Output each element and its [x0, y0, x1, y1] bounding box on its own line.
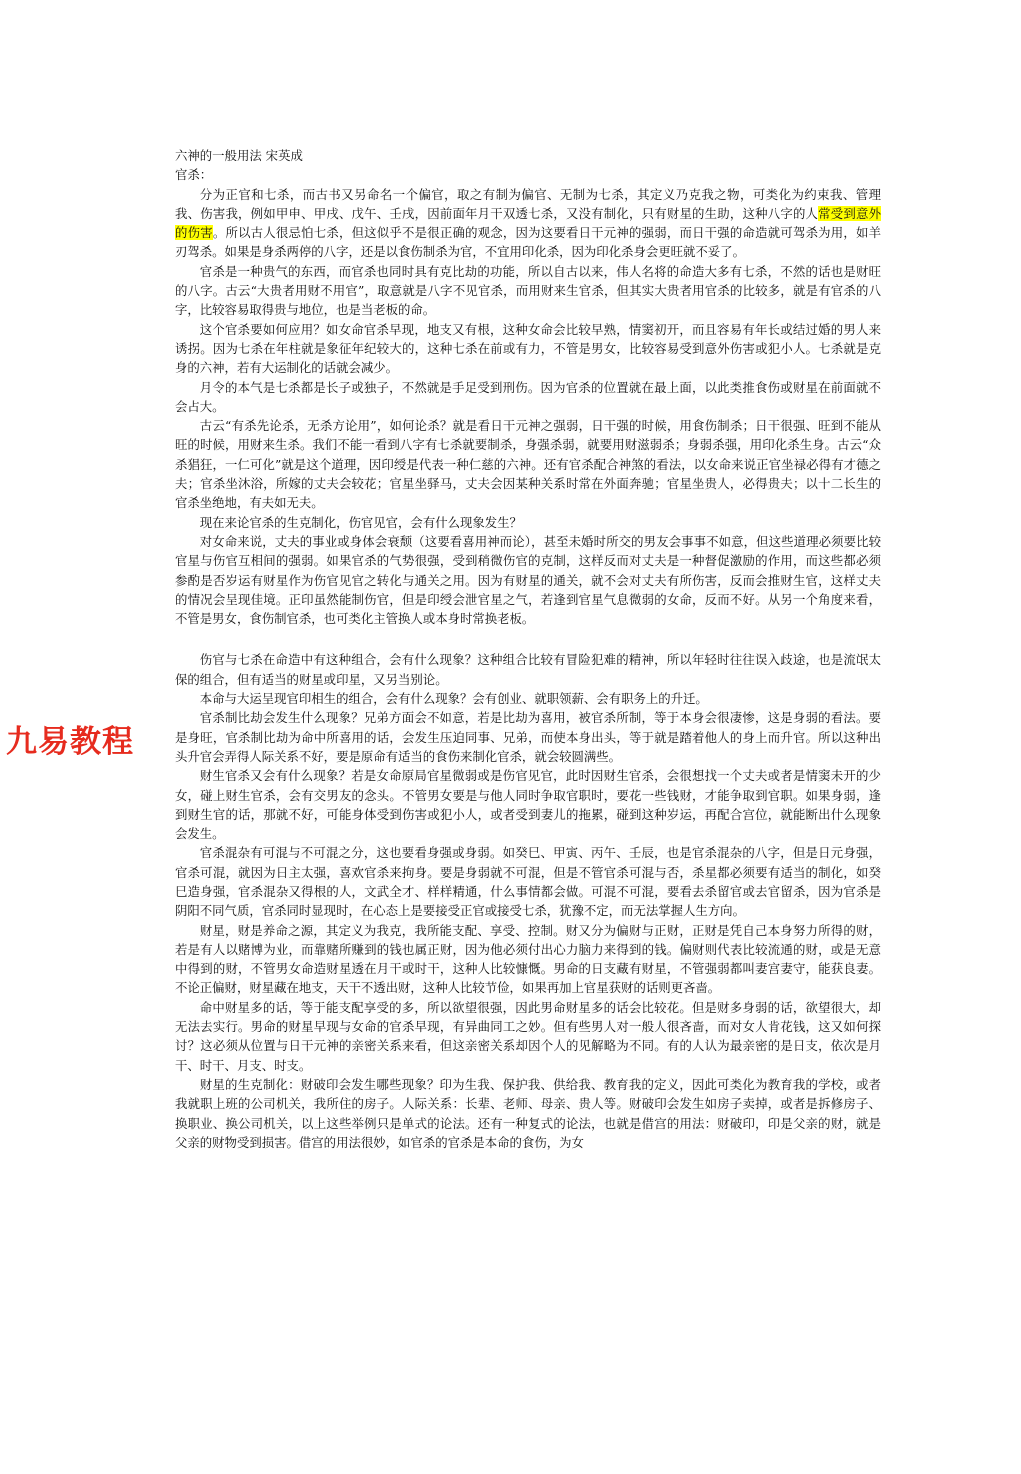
- paragraph-7: 对女命来说，丈夫的事业或身体会衰颓（这要看喜用神而论），甚至未婚时所交的男友会事事不如意，但这些道理必须要比较官星与伤官互相间的强弱。如果官杀的气势很强，受到稍微伤官的克制，这样反而对丈夫是一种督促激励的作用，而这些都必须参酌是否岁运有财星作为伤官见官之转化与通关之用。因为有财星的通关，就不会对丈夫有所伤害，反而会推财生官，这样丈夫的情况会呈现佳境。正印虽然能制伤官，但是印绶会泄官星之气，若逢到官星气息微弱的女命，反而不好。从另一个角度来看，不管是男女，食伤制官杀，也可类化主管换人或本身时常换老板。: [175, 533, 881, 627]
- paragraph-3: 这个官杀要如何应用？如女命官杀早现，地支又有根，这种女命会比较早熟，情窦初开，而且容易有年长或结过婚的男人来诱拐。因为七杀在年柱就是象征年纪较大的，这种七杀在前或有力，不管是男女，比较容易受到意外伤害或犯小人。七杀就是克身的六神，若有大运制化的话就会减少。: [175, 321, 881, 376]
- paragraph-11: 财生官杀又会有什么现象？若是女命原局官星微弱或是伤官见官，此时因财生官杀，会很想找一个丈夫或者是情窦未开的少女，碰上财生官杀，会有交男友的念头。不管男女要是与他人同时争取官职时，要花一些钱财，才能争取到官职。如果身弱，逢到财生官的话，那就不好，可能身体受到伤害或犯小人，或者受到妻儿的拖累，碰到这种岁运，再配合宫位，就能断出什么现象会发生。: [175, 768, 881, 842]
- paragraph-9: 本命与大运呈现官印相生的组合，会有什么现象？会有创业、就职领薪、会有职务上的升迁。: [199, 691, 708, 707]
- document-body: [175, 146, 881, 1152]
- paragraph-13: 财星，财是养命之源，其定义为我克，我所能支配、享受、控制。财又分为偏财与正财，正财是凭自己本身努力所得的财，若是有人以赌博为业，而靠赌所赚到的钱也属正财，因为他必须付出心力脑力来得到的钱。偏财则代表比较流通的财，或是无意中得到的财，不管男女命造财星透在月干或时干，这种人比较慷慨。男命的日支藏有财星，不管强弱都叫妻宫妻守，能获良妻。不论正偏财，财星藏在地支，天干不透出财，这种人比较节俭，如果再加上官星获财的话则更吝啬。: [175, 922, 881, 996]
- section-label: 官杀：: [175, 167, 213, 183]
- paragraph-8: 伤官与七杀在命造中有这种组合，会有什么现象？这种组合比较有冒险犯难的精神，所以年轻时往往误入歧途，也是流氓太保的组合，但有适当的财星或印星，又另当别论。: [175, 652, 881, 687]
- paragraph-6: 现在来论官杀的生克制化，伤官见官，会有什么现象发生？: [199, 514, 522, 530]
- watermark-logo: 九易教程: [6, 724, 134, 760]
- paragraph-1-part-b: 。所以古人很忌怕七杀，但这似乎不是很正确的观念，因为这要看日干元神的强弱，而日干强的命造就可驾杀为用，如羊刃驾杀。如果是身杀两停的八字，还是以食伤制杀为官，不宜用印化杀，因为印化杀身会更旺就不妥了。: [175, 225, 882, 260]
- paragraph-gap: [175, 628, 881, 650]
- paragraph-1-part-a: 分为正官和七杀，而古书又另命名一个偏官，取之有制为偏官、无制为七杀，其定义乃克我之物，可类化为约束我、管理我、伤害我，例如甲申、甲戌、戊午、壬戌，因前面年月干双透七杀，又没有制化，只有财星的生助，这种八字的人: [175, 186, 881, 221]
- paragraph-14: 命中财星多的话，等于能支配享受的多，所以欲望很强，因此男命财星多的话会比较花。但是财多身弱的话，欲望很大，却无法去实行。男命的财星早现与女命的官杀早现，有异曲同工之妙。但有些男人对一般人很吝啬，而对女人肯花钱，这又如何探讨？这必须从位置与日干元神的亲密关系来看，但这亲密关系却因个人的见解略为不同。有的人认为最亲密的是日支，依次是月干、时干、月支、时支。: [175, 999, 881, 1073]
- highlighted-phrase: 常受到意外的伤害: [175, 205, 882, 241]
- paragraph-5: 古云“有杀先论杀，无杀方论用”，如何论杀？就是看日干元神之强弱，日干强的时候，用食伤制杀；日干很强、旺到不能从旺的时候，用财来生杀。我们不能一看到八字有七杀就要制杀，身强杀弱，就要用财滋弱杀；身弱杀强，用印化杀生身。古云“众杀猖狂，一仁可化”就是这个道理，因印绶是代表一种仁慈的六神。还有官杀配合神煞的看法，以女命来说正官坐禄必得有才德之夫；官杀坐沐浴，所嫁的丈夫会较花；官星坐驿马，丈夫会因某种关系时常在外面奔驰；官星坐贵人，必得贵夫；以十二长生的官杀坐绝地，有夫如无夫。: [175, 418, 881, 511]
- paragraph-2: 官杀是一种贵气的东西，而官杀也同时具有克比劫的功能，所以自古以来，伟人名将的命造大多有七杀，不然的话也是财旺的八字。古云“大贵者用财不用官”，取意就是八字不见官杀，而用财来生官杀，但其实大贵者用官杀的比较多，就是有官杀的八字，比较容易取得贵与地位，也是当老板的命。: [175, 263, 881, 318]
- document-title: 六神的一般用法 宋英成: [175, 148, 303, 163]
- paragraph-10: 官杀制比劫会发生什么现象？兄弟方面会不如意，若是比劫为喜用，被官杀所制，等于本身会很凄惨，这是身弱的看法。要是身旺，官杀制比劫为命中所喜用的话，会发生压迫同事、兄弟，而使本身出头，等于就是踏着他人的身上而升官。所以这种出头升官会弄得人际关系不好，要是原命有适当的食伤来制化官杀，就会较圆满些。: [175, 710, 881, 764]
- paragraph-12: 官杀混杂有可混与不可混之分，这也要看身强或身弱。如癸巳、甲寅、丙午、壬辰，也是官杀混杂的八字，但是日元身强，官杀可混，就因为日主太强，喜欢官杀来拘身。要是身弱就不可混，但是不管官杀可混与否，杀星都必须要有适当的制化，如癸巳造身强，官杀混杂又得根的人，文武全才、样样精通，什么事情都会做。可混不可混，要看去杀留官或去官留杀，因为官杀是阴阳不同气质，官杀同时显现时，在心态上是要接受正官或接受七杀，犹豫不定，而无法掌握人生方向。: [175, 845, 881, 919]
- paragraph-1: [175, 185, 881, 262]
- paragraph-15: 财星的生克制化：财破印会发生哪些现象？印为生我、保护我、供给我、教育我的定义，因此可类化为教育我的学校，或者我就职上班的公司机关，我所住的房子。人际关系：长辈、老师、母亲、贵人等。财破印会发生如房子卖掉，或者是拆修房子、换职业、换公司机关，以上这些举例只是单式的论法。还有一种复式的论法，也就是借宫的用法：财破印，印是父亲的财，就是父亲的财物受到损害。借宫的用法很妙，如官杀的官杀是本命的食伤，为女: [175, 1076, 881, 1150]
- paragraph-4: 月令的本气是七杀都是长子或独子，不然就是手足受到刑伤。因为官杀的位置就在最上面，以此类推食伤或财星在前面就不会占大。: [175, 379, 881, 414]
